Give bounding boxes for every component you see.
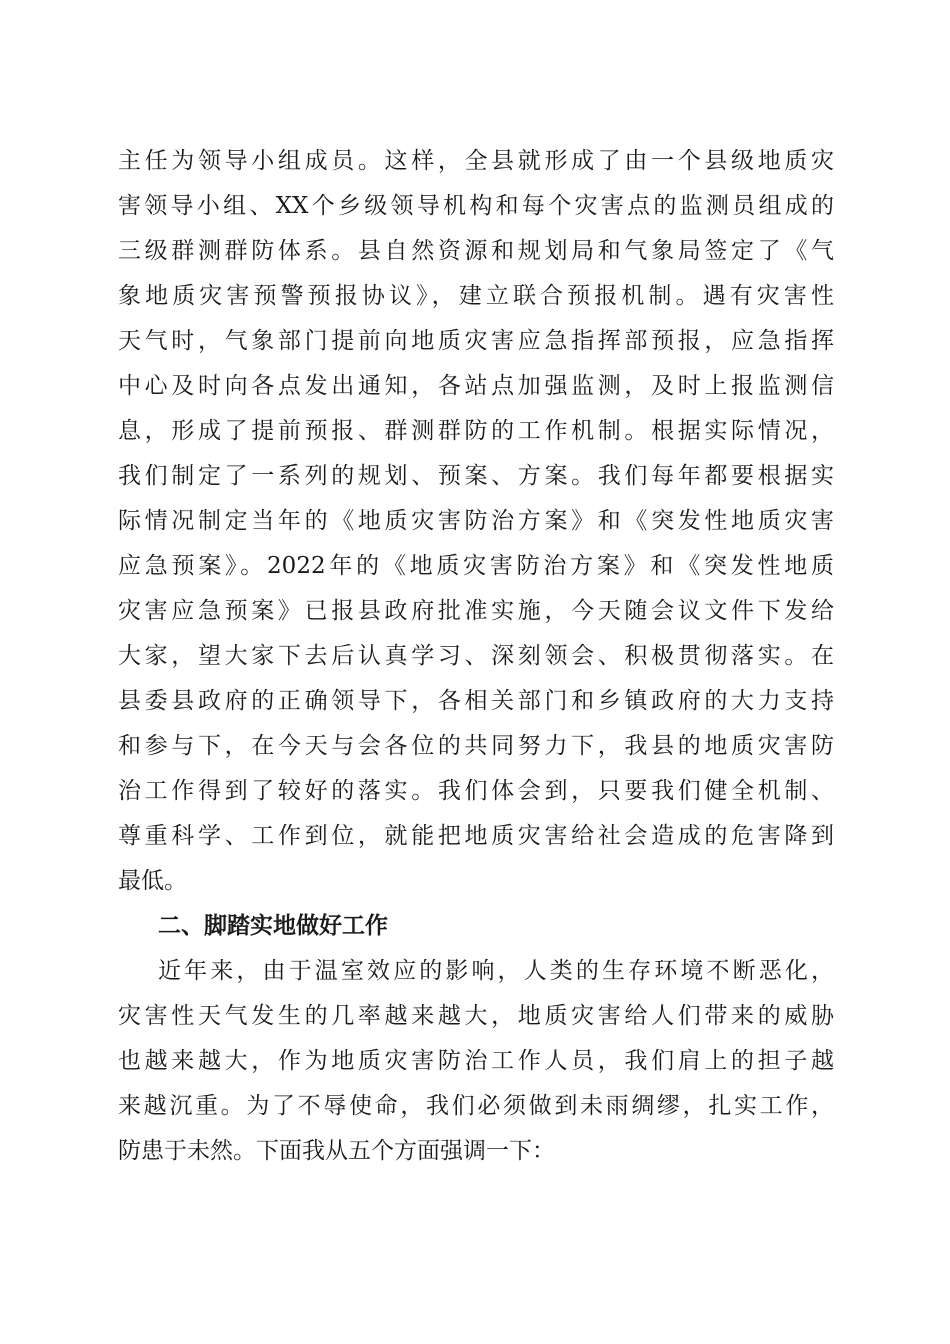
text-line: 灾害应急预案》已报县政府批准实施，今天随会议文件下发给 <box>118 598 834 624</box>
section-heading: 二、脚踏实地做好工作 <box>158 913 388 939</box>
text-line: 主任为领导小组成员。这样，全县就形成了由一个县级地质灾 <box>118 148 834 174</box>
text-line: 来越沉重。为了不辱使命，我们必须做到未雨绸缪，扎实工作， <box>118 1093 834 1119</box>
text-line: 大家，望大家下去后认真学习、深刻领会、积极贯彻落实。在 <box>118 643 834 669</box>
text-line: 息，形成了提前预报、群测群防的工作机制。根据实际情况， <box>118 418 834 444</box>
text-line: 近年来，由于温室效应的影响，人类的生存环境不断恶化， <box>158 958 834 984</box>
text-line: 际情况制定当年的《地质灾害防治方案》和《突发性地质灾害 <box>118 508 834 534</box>
text-line: 治工作得到了较好的落实。我们体会到，只要我们健全机制、 <box>118 778 834 804</box>
text-line: 中心及时向各点发出通知，各站点加强监测，及时上报监测信 <box>118 373 834 399</box>
text-line: 灾害性天气发生的几率越来越大，地质灾害给人们带来的威胁 <box>118 1003 834 1029</box>
section-two <box>118 904 834 1174</box>
text-line: 害领导小组、XX个乡级领导机构和每个灾害点的监测员组成的 <box>118 193 834 219</box>
text-line: 应急预案》。2022年的《地质灾害防治方案》和《突发性地质 <box>118 553 834 579</box>
text-line: 最低。 <box>118 868 187 894</box>
text-line: 我们制定了一系列的规划、预案、方案。我们每年都要根据实 <box>118 463 834 489</box>
text-line: 县委县政府的正确领导下，各相关部门和乡镇政府的大力支持 <box>118 688 834 714</box>
text-line: 三级群测群防体系。县自然资源和规划局和气象局签定了《气 <box>118 238 834 264</box>
text-line: 尊重科学、工作到位，就能把地质灾害给社会造成的危害降到 <box>118 823 834 849</box>
text-line: 天气时，气象部门提前向地质灾害应急指挥部预报，应急指挥 <box>118 328 834 354</box>
paragraph-continuation <box>118 139 834 904</box>
text-line: 防患于未然。下面我从五个方面强调一下： <box>118 1138 555 1164</box>
text-line: 也越来越大，作为地质灾害防治工作人员，我们肩上的担子越 <box>118 1048 834 1074</box>
text-line: 象地质灾害预警预报协议》，建立联合预报机制。遇有灾害性 <box>118 283 834 309</box>
text-line: 和参与下，在今天与会各位的共同努力下，我县的地质灾害防 <box>118 733 834 759</box>
